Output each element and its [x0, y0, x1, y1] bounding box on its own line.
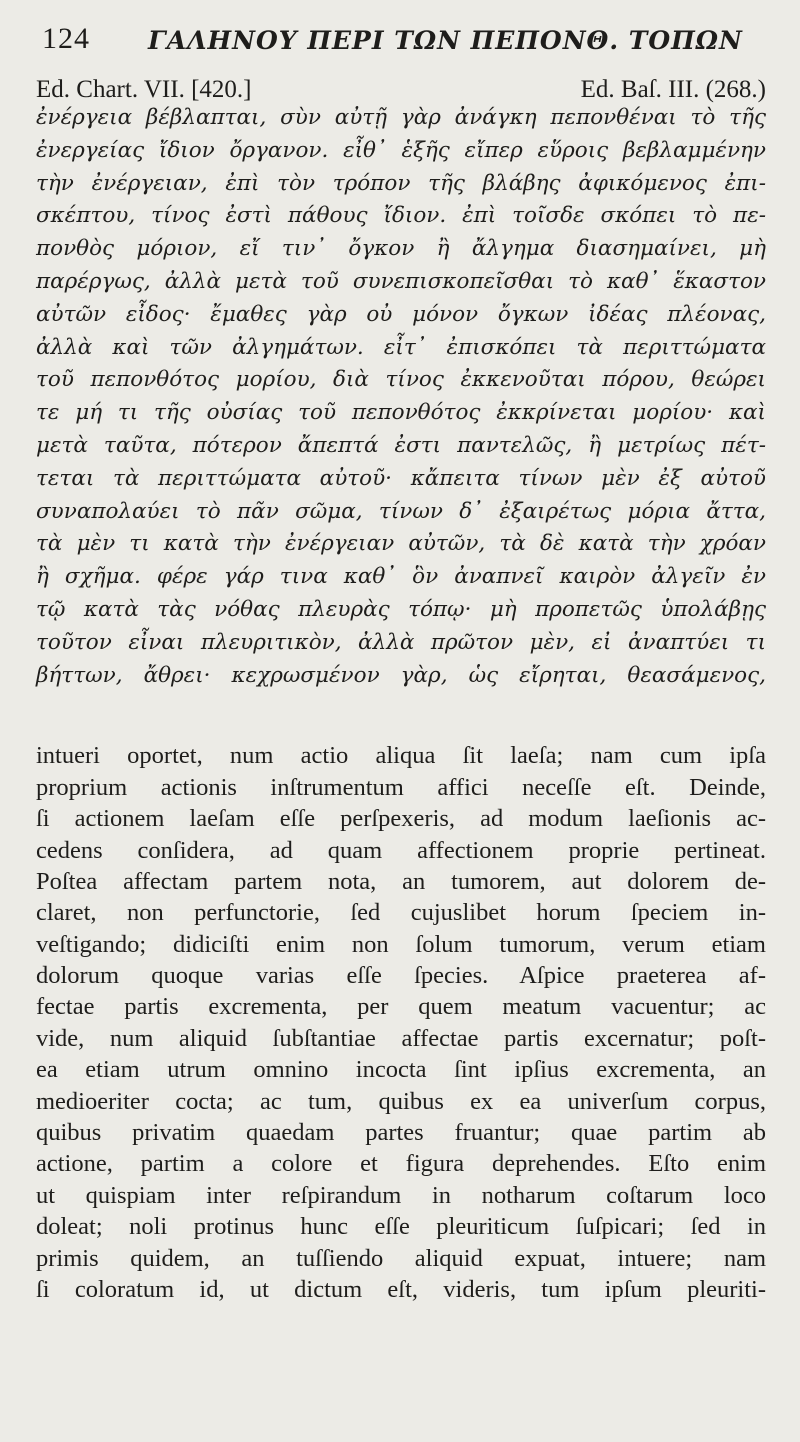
running-title: ΓΑΛΗΝΟΥ ΠΕΡΙ ΤΩΝ ΠΕΠΟΝΘ. ΤΟΠΩΝ — [148, 26, 743, 55]
latin-line: dolorum quoque varias eſſe ſpecies. Aſpice praeterea af- — [36, 962, 766, 990]
page-number: 124 — [42, 22, 90, 55]
greek-line: ἀλλὰ καὶ τῶν ἀλγημάτων. εἶτ᾽ ἐπισκόπει τὰ περιττώματα — [36, 334, 766, 360]
latin-line: Poſtea affectam partem nota, an tumorem, aut dolorem de- — [36, 867, 766, 895]
greek-line: ἐνέργεια βέβλαπται, σὺν αὐτῇ γὰρ ἀνάγκη πεπονθέναι τὸ τῆς — [36, 105, 766, 130]
latin-line: medioeriter cocta; ac tum, quibus ex ea univerſum corpus, — [36, 1087, 766, 1115]
latin-line: doleat; noli protinus hunc eſſe pleuriticum ſuſpicari; ſed in — [36, 1213, 766, 1241]
greek-line: συναπολαύει τὸ πᾶν σῶμα, τίνων δ᾽ ἐξαιρέτως μόρια ἄττα, — [36, 498, 766, 524]
latin-line: vide, num aliquid ſubſtantiae affectae partis excernatur; poſt- — [36, 1024, 766, 1052]
latin-line: veſtigando; didiciſti enim non ſolum tumorum, verum etiam — [36, 930, 766, 958]
greek-text — [36, 102, 766, 692]
latin-line: ea etiam utrum omnino incocta ſint ipſius excrementa, an — [36, 1056, 766, 1084]
latin-line: ſi coloratum id, ut dictum eſt, videris, tum ipſum pleuriti- — [36, 1275, 766, 1303]
latin-translation — [36, 740, 766, 1305]
latin-line: primis quidem, an tuſſiendo aliquid expuat, intuere; nam — [36, 1244, 766, 1272]
latin-line: fectae partis excrementa, per quem meatum vacuentur; ac — [36, 993, 766, 1021]
latin-line: actione, partim a colore et figura deprehendes. Eſto enim — [36, 1150, 766, 1178]
latin-line: cedens conſidera, ad quam affectionem proprie pertineat. — [36, 836, 766, 864]
greek-line: πονθὸς μόριον, εἴ τιν᾽ ὄγκον ἢ ἄλγημα διασημαίνει, μὴ — [36, 236, 766, 262]
greek-line: τεται τὰ περιττώματα αὐτοῦ· κἄπειτα τίνων μὲν ἐξ αὐτοῦ — [36, 465, 766, 491]
greek-line: ἢ σχῆμα. φέρε γάρ τινα καθ᾽ ὃν ἀναπνεῖ καιρὸν ἀλγεῖν ἐν — [36, 564, 766, 590]
edition-references — [36, 62, 766, 102]
latin-line: ut quispiam inter reſpirandum in notharum coſtarum loco — [36, 1181, 766, 1209]
latin-line: claret, non perfunctorie, ſed cujuslibet horum ſpeciem in- — [36, 899, 766, 927]
edition-chartier: Ed. Chart. VII. [420.] — [36, 76, 252, 103]
greek-line: βήττων, ἄθρει· κεχρωσμένον γὰρ, ὡς εἴρηται, θεασάμενος, — [36, 662, 766, 688]
greek-line: τε μή τι τῆς οὐσίας τοῦ πεπονθότος ἐκκρίνεται μορίου· καὶ — [36, 400, 766, 426]
greek-line: τοῦτον εἶναι πλευριτικὸν, ἀλλὰ πρῶτον μὲν, εἰ ἀναπτύει τι — [36, 629, 766, 655]
greek-line: σκέπτου, τίνος ἐστὶ πάθους ἴδιον. ἐπὶ τοῖσδε σκόπει τὸ πε- — [36, 203, 766, 229]
greek-line: ἐνεργείας ἴδιον ὄργανον. εἶθ᾽ ἑξῆς εἴπερ εὕροις βεβλαμμένην — [36, 137, 766, 163]
greek-line: μετὰ ταῦτα, πότερον ἄπεπτά ἐστι παντελῶς, ἢ μετρίως πέτ- — [36, 432, 766, 458]
edition-basel: Ed. Baſ. III. (268.) — [580, 76, 766, 103]
latin-line: ſi actionem laeſam eſſe perſpexeris, ad modum laeſionis ac- — [36, 805, 766, 833]
latin-line: intueri oportet, num actio aliqua ſit laeſa; nam cum ipſa — [36, 742, 766, 770]
latin-line: quibus privatim quaedam partes fruantur; quae partim ab — [36, 1119, 766, 1147]
running-head — [36, 0, 766, 62]
greek-line: παρέργως, ἀλλὰ μετὰ τοῦ συνεπισκοπεῖσθαι τὸ καθ᾽ ἕκαστον — [36, 268, 766, 294]
greek-line: τῷ κατὰ τὰς νόθας πλευρὰς τόπῳ· μὴ προπετῶς ὑπολάβῃς — [36, 596, 766, 622]
greek-line: τὰ μὲν τι κατὰ τὴν ἐνέργειαν αὐτῶν, τὰ δὲ κατὰ τὴν χρόαν — [36, 531, 766, 557]
greek-line: αὐτῶν εἶδος· ἔμαθες γὰρ οὐ μόνον ὄγκων ἰδέας πλέονας, — [36, 301, 766, 327]
greek-line: τὴν ἐνέργειαν, ἐπὶ τὸν τρόπον τῆς βλάβης ἀφικόμενος ἐπι- — [36, 170, 766, 196]
latin-line: proprium actionis inſtrumentum affici neceſſe eſt. Deinde, — [36, 773, 766, 801]
greek-line: τοῦ πεπονθότος μορίου, διὰ τίνος ἐκκενοῦται πόρου, θεώρει — [36, 367, 766, 393]
